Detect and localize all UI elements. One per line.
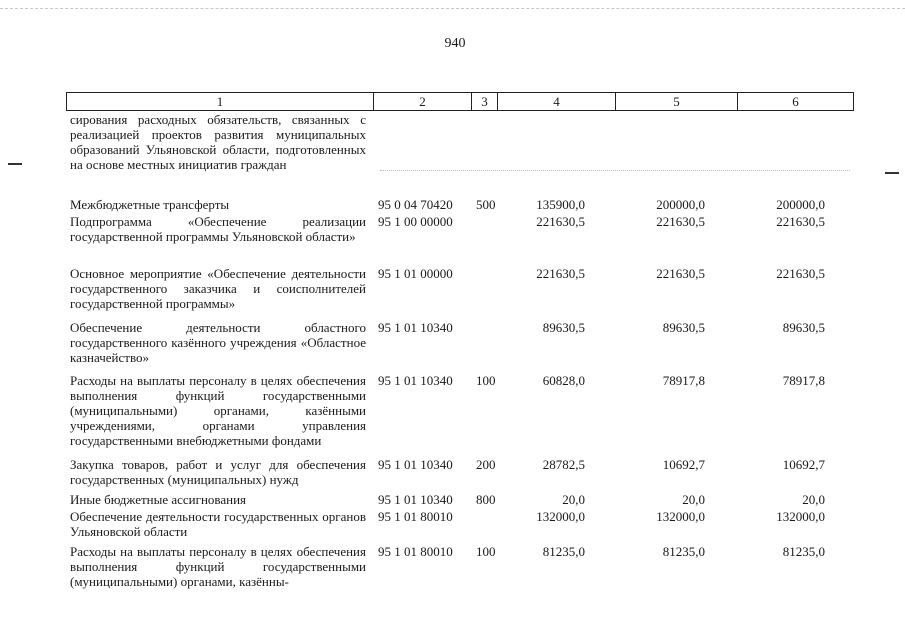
row-value-col4: 221630,5 (536, 214, 585, 229)
header-col-6: 6 (792, 94, 799, 109)
row-code: 95 0 04 70420 (378, 197, 453, 212)
row-code: 95 1 01 80010 (378, 509, 453, 524)
row-value-col4: 132000,0 (536, 509, 585, 524)
row-expense-type: 200 (476, 457, 496, 472)
row-name: Иные бюджетные ассигнования (70, 492, 247, 507)
row-value-col6: 221630,5 (776, 266, 825, 281)
row-code: 95 1 01 80010 (378, 544, 453, 559)
row-code: 95 1 01 10340 (378, 320, 453, 335)
row-name: Основное мероприятие «Обеспечение деятельности государственного заказчика и соисполнителей государственной программы» (70, 266, 366, 311)
page-number: 940 (444, 36, 466, 51)
row-name: Обеспечение деятельности областного государственного казённого учреждения «Областное казначейство» (70, 320, 366, 365)
row-code: 95 1 01 10340 (378, 492, 453, 507)
row-value-col6: 132000,0 (776, 509, 825, 524)
row-value-col6: 89630,5 (782, 320, 825, 335)
row-name: Подпрограмма «Обеспечение реализации государственной программы Ульяновской области» (70, 214, 366, 244)
header-col-3: 3 (472, 93, 498, 110)
header-col-1: 1 (67, 93, 374, 110)
row-expense-type: 100 (476, 373, 496, 388)
row-name: Расходы на выплаты персоналу в целях обеспечения выполнения функций государственными (муниципальными) органами, казёнными учреждениями, органами управления государственными внебюджетными фондами (70, 373, 366, 448)
row-code: 95 1 01 10340 (378, 373, 453, 388)
row-value-col4: 89630,5 (542, 320, 585, 335)
row-value-col5: 200000,0 (656, 197, 705, 212)
row-code: 95 1 01 10340 (378, 457, 453, 472)
row-value-col5: 20,0 (682, 492, 705, 507)
row-value-col4: 221630,5 (536, 266, 585, 281)
row-value-col5: 221630,5 (656, 214, 705, 229)
row-value-col4: 60828,0 (542, 373, 585, 388)
row-value-col5: 89630,5 (662, 320, 705, 335)
header-col-4: 4 (498, 93, 616, 110)
row-value-col6: 81235,0 (782, 544, 825, 559)
row-value-col5: 78917,8 (662, 373, 705, 388)
row-value-col4: 20,0 (562, 492, 585, 507)
header-col-2: 2 (374, 93, 472, 110)
row-name: Обеспечение деятельности государственных органов Ульяновской области (70, 509, 366, 539)
row-value-col6: 78917,8 (782, 373, 825, 388)
row-value-col6: 10692,7 (782, 457, 825, 472)
table-header (66, 92, 854, 111)
scan-left-mark (8, 163, 22, 165)
row-value-col4: 135900,0 (536, 197, 585, 212)
row-value-col4: 28782,5 (542, 457, 585, 472)
row-name: Межбюджетные трансферты (70, 197, 230, 212)
row-expense-type: 100 (476, 544, 496, 559)
row-name: сирования расходных обязательств, связанных с реализацией проектов развития муниципальных образований Ульяновской области, подготовленных на основе местных инициатив граждан (70, 112, 366, 172)
row-value-col6: 200000,0 (776, 197, 825, 212)
row-value-col5: 81235,0 (662, 544, 705, 559)
row-code: 95 1 01 00000 (378, 266, 453, 281)
row-code: 95 1 00 00000 (378, 214, 453, 229)
row-expense-type: 800 (476, 492, 496, 507)
scan-right-mark (885, 172, 899, 174)
row-value-col4: 81235,0 (542, 544, 585, 559)
header-col-5: 5 (616, 93, 738, 110)
row-value-col6: 221630,5 (776, 214, 825, 229)
row-name: Расходы на выплаты персоналу в целях обеспечения выполнения функций государственными (муниципальными) органами, казённы- (70, 544, 366, 589)
row-value-col6: 20,0 (802, 492, 825, 507)
scan-top-edge (0, 8, 905, 9)
row-expense-type: 500 (476, 197, 496, 212)
row-value-col5: 10692,7 (662, 457, 705, 472)
row-name: Закупка товаров, работ и услуг для обеспечения государственных (муниципальных) нужд (70, 457, 366, 487)
row-value-col5: 221630,5 (656, 266, 705, 281)
scan-dotted-line (380, 170, 850, 171)
row-value-col5: 132000,0 (656, 509, 705, 524)
